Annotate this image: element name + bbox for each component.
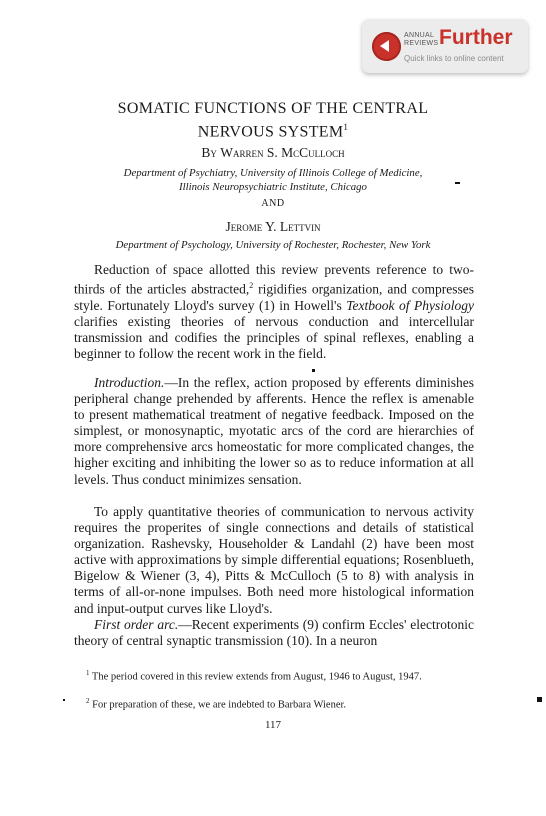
- footnote-1: [74, 667, 474, 684]
- affiliation-2-text: Department of Psychology, University of Rochester, Rochester, New York: [115, 239, 431, 251]
- p4-text: —Recent experiments (9) confirm Eccles' electrotonic theory of central synaptic transmission (10). In a neuron: [74, 617, 475, 649]
- back-arrow-icon: [372, 32, 401, 61]
- affiliation-2: [0, 238, 546, 252]
- badge-annual-reviews: [404, 32, 438, 48]
- badge-subtitle: Quick links to online content: [404, 54, 504, 63]
- footnote-1-text: The period covered in this review extends from August, 1946 to August, 1947.: [89, 671, 422, 683]
- first-order-arc-heading: First order arc.: [94, 617, 179, 632]
- footnote-1-mark: 1: [86, 669, 90, 677]
- p1-footnote-mark: 2: [249, 281, 254, 291]
- p1-text-b: rigidifies organization, and compresses style. Fortunately Lloyd's survey (1) in Howell's: [74, 281, 474, 313]
- author-1-by: By: [201, 145, 217, 160]
- paragraph-1: [74, 262, 474, 362]
- footnote-2-mark: 2: [86, 697, 90, 705]
- badge-reviews-label: REVIEWS: [404, 40, 439, 47]
- scan-speck: [455, 182, 460, 184]
- affiliation-1: [0, 166, 546, 194]
- badge-annual-label: ANNUAL: [404, 32, 435, 39]
- introduction-heading: Introduction.: [94, 375, 165, 390]
- paragraph-2: [74, 375, 474, 488]
- title-line-2-text: NERVOUS SYSTEM: [197, 123, 344, 141]
- title-line-2: [0, 118, 546, 141]
- p2-text: —In the reflex, action proposed by efferents diminishes peripheral change prehended by afferents. Hence the reflex is amenable to present mathematical treatment of negative feedback. Imposed on the simplest, or monosynaptic, myotatic arcs of the cord are hierarchies of more comprehensive arcs homeostatic for more complicated changes, the higher exciting and inhibiting the lower so as to reduce information at all levels. Thus conduct minimizes sensation.: [74, 375, 474, 487]
- author-1: [0, 145, 546, 161]
- p1-text-c: clarifies existing theories of nervous conduction and intercellular transmission and codifies the principles of spinal reflexes, enabling a beginner to follow the recent work in the field.: [74, 313, 474, 361]
- paragraph-3: [74, 504, 474, 617]
- footnote-2: [74, 695, 474, 712]
- affiliation-1-line-1: Department of Psychiatry, University of Illinois College of Medicine,: [123, 167, 423, 179]
- scan-speck: [537, 697, 542, 702]
- author-1-name: Warren S. McCulloch: [220, 145, 345, 160]
- p1-text-a: Reduction of space allotted this review prevents reference to two-thirds of the articles abstracted,: [74, 262, 474, 297]
- author-2-name: Jerome Y. Lettvin: [225, 219, 321, 234]
- p3-text: To apply quantitative theories of communication to nervous activity requires the properites of single connections and details of statistical organization. Rashevsky, Householder & Landahl (2) have been most active with approximations by simple differential equations; Rosenblueth, Bigelow & Wiener (3, 4), Pitts & McCulloch (5 to 8) with analysis in terms of all-or-none impulses. Both need more histological information and input-output curves like Lloyd's.: [74, 504, 474, 616]
- book-title: Textbook of Physiology: [346, 297, 474, 313]
- affiliation-1-line-2: Illinois Neuropsychiatric Institute, Chicago: [179, 181, 367, 193]
- badge-further-label: Further: [439, 26, 513, 49]
- paragraph-4: [74, 617, 474, 649]
- scan-speck: [63, 699, 65, 701]
- footnote-2-text: For preparation of these, we are indebted to Barbara Wiener.: [89, 699, 347, 711]
- title-line-1: SOMATIC FUNCTIONS OF THE CENTRAL: [117, 100, 429, 117]
- and-separator: AND: [261, 198, 285, 209]
- scan-speck: [312, 369, 315, 372]
- further-badge[interactable]: [362, 19, 528, 73]
- article-title: [0, 100, 546, 141]
- title-footnote-mark: 1: [343, 122, 349, 132]
- author-2: [0, 219, 546, 235]
- page-number: 117: [264, 719, 282, 731]
